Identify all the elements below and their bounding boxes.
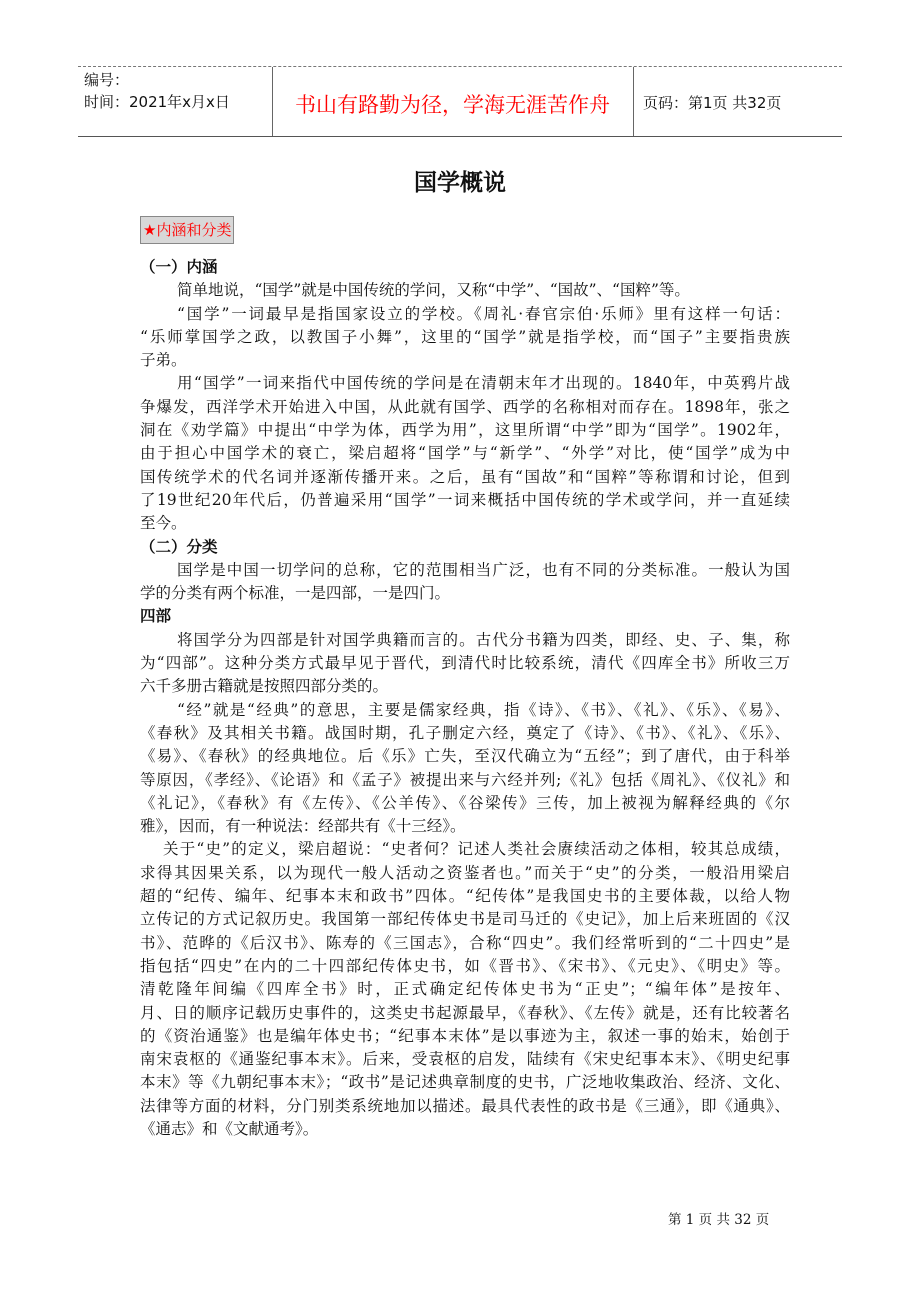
- text-line: 南宋袁枢的《通鉴纪事本末》。后来，受袁枢的启发，陆续有《宋史纪事本末》、《明史纪事: [140, 1050, 790, 1069]
- text-line: 求得其因果关系，以为现代一般人活动之资鉴者也。”而关于“史”的分类，一般沿用梁启: [140, 863, 790, 882]
- text-line: 国传统学术的代名词并逐渐传播开来。之后，虽有“国故”和“国粹”等称谓和讨论，但到: [140, 467, 790, 486]
- paragraph: [140, 559, 790, 606]
- text-line: 清乾隆年间编《四库全书》时，正式确定纪传体史书为“正史”；“编年体”是按年、: [140, 980, 790, 999]
- text-line: 学的分类有两个标准，一是四部，一是四门。: [140, 584, 451, 603]
- paragraph: [140, 838, 790, 1141]
- text-line: 书》、范晔的《后汉书》、陈寿的《三国志》，合称“四史”。我们经常听到的“二十四史”是: [140, 933, 790, 952]
- header-slogan: 书山有路勤为径，学海无涯苦作舟: [295, 93, 610, 117]
- text-line: 雅》，因而，有一种说法：经部共有《十三经》。: [140, 817, 466, 836]
- page-footer: 第 1 页 共 32 页: [668, 1212, 770, 1228]
- document-header: [78, 66, 842, 137]
- section-heading: [140, 605, 790, 628]
- text-line: 《春秋》及其相关书籍。战国时期，孔子删定六经，奠定了《诗》、《书》、《礼》、《乐》、: [140, 723, 790, 742]
- text-line: 四部: [140, 607, 172, 626]
- text-line: 《礼记》，《春秋》有《左传》、《公羊传》、《谷梁传》三传，加上被视为解释经典的《尔: [140, 793, 790, 812]
- text-line: 争爆发，西洋学术开始进入中国，从此就有国学、西学的名称相对而存在。1898年，张之: [140, 397, 790, 416]
- text-line: 《通志》和《文献通考》。: [140, 1119, 319, 1138]
- serial-label: 编号：: [84, 71, 130, 89]
- document-body: [140, 256, 790, 1141]
- document-title: 国学概说: [414, 170, 506, 196]
- text-line: 国学是中国一切学问的总称，它的范围相当广泛，也有不同的分类标准。一般认为国: [177, 560, 790, 579]
- paragraph: [140, 279, 790, 302]
- text-line: 等原因，《孝经》、《论语》和《孟子》被提出来与六经并列;《礼》包括《周礼》、《仪礼》和: [140, 770, 790, 789]
- section-heading: [140, 256, 790, 279]
- text-line: 本末》等《九朝纪事本末》；“政书”是记述典章制度的史书，广泛地收集政治、经济、文化、: [140, 1073, 790, 1092]
- text-line: 简单地说，“国学”就是中国传统的学问，又称“中学”、“国故”、“国粹”等。: [177, 281, 690, 300]
- date-label: 时间：2021年x月x日: [84, 93, 230, 111]
- header-left: [84, 69, 230, 113]
- text-line: “经”就是“经典”的意思，主要是儒家经典，指《诗》、《书》、《礼》、《乐》、《易》、: [177, 700, 790, 719]
- text-line: 月、日的顺序记载历史事件的，这类史书起源最早，《春秋》、《左传》就是，还有比较著名: [140, 1003, 790, 1022]
- section-heading: [140, 536, 790, 559]
- paragraph: [140, 699, 790, 839]
- paragraph: [140, 303, 790, 373]
- paragraph: [140, 629, 790, 699]
- text-line: （二）分类: [140, 537, 218, 556]
- text-line: 指包括“四史”在内的二十四部纪传体史书，如《晋书》、《宋书》、《元史》、《明史》等。: [140, 956, 790, 975]
- text-line: 将国学分为四部是针对国学典籍而言的。古代分书籍为四类，即经、史、子、集，称: [177, 630, 790, 649]
- text-line: 六千多册古籍就是按照四部分类的。: [140, 677, 389, 696]
- text-line: 立传记的方式记叙历史。我国第一部纪传体史书是司马迁的《史记》，加上后来班固的《汉: [140, 910, 790, 929]
- text-line: 至今。: [140, 514, 187, 533]
- text-line: 关于“史”的定义，梁启超说：“史者何？记述人类社会赓续活动之体相，较其总成绩，: [163, 840, 790, 859]
- text-line: 《易》、《春秋》的经典地位。后《乐》亡失，至汉代确立为“五经”；到了唐代，由于科举: [140, 747, 790, 766]
- text-line: 洞在《劝学篇》中提出“中学为体，西学为用”，这里所谓“中学”即为“国学”。1902年，: [140, 421, 790, 440]
- text-line: 法律等方面的材料，分门别类系统地加以描述。最具代表性的政书是《三通》，即《通典》、: [140, 1096, 790, 1115]
- header-page-info: 页码：第1页 共32页: [643, 94, 782, 112]
- text-line: 子弟。: [140, 351, 187, 370]
- text-line: “乐师掌国学之政，以教国子小舞”，这里的“国学”就是指学校，而“国子”主要指贵族: [140, 327, 790, 346]
- paragraph: [140, 372, 790, 535]
- text-line: 由于担心中国学术的衰亡，梁启超将“国学”与“新学”、“外学”对比，使“国学”成为中: [140, 444, 790, 463]
- text-line: “国学”一词最早是指国家设立的学校。《周礼·春官宗伯·乐师》里有这样一句话：: [177, 304, 790, 323]
- text-line: （一）内涵: [140, 258, 218, 276]
- text-line: 为“四部”。这种分类方式最早见于晋代，到清代时比较系统，清代《四库全书》所收三万: [140, 654, 790, 673]
- section-tag: ★内涵和分类: [140, 216, 234, 244]
- text-line: 的《资治通鉴》也是编年体史书；“纪事本末体”是以事迹为主，叙述一事的始末，始创于: [140, 1026, 790, 1045]
- header-divider: [633, 67, 634, 136]
- text-line: 用“国学”一词来指代中国传统的学问是在清朝末年才出现的。1840年，中英鸦片战: [177, 374, 790, 393]
- text-line: 了19世纪20年代后，仍普遍采用“国学”一词来概括中国传统的学术或学问，并一直延续: [140, 490, 790, 509]
- text-line: 超的“纪传、编年、纪事本末和政书”四体。“纪传体”是我国史书的主要体裁，以给人物: [140, 887, 790, 906]
